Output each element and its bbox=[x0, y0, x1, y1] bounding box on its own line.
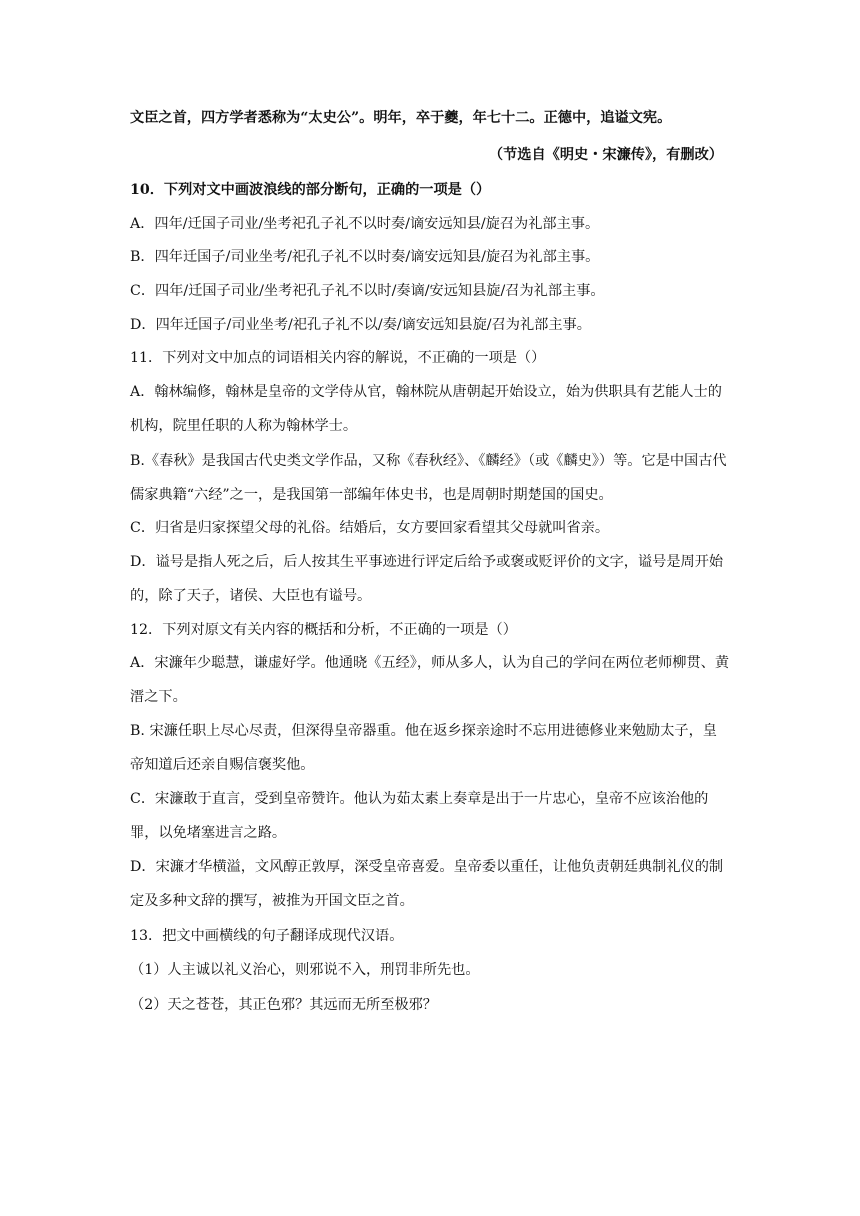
question-11-option-d: D．谥号是指人死之后，后人按其生平事迹进行评定后给予或褒或贬评价的文字，谥号是周开始的，除了天子，诸侯、大臣也有谥号。 bbox=[130, 554, 724, 604]
question-13-stem: 13．把文中画横线的句子翻译成现代汉语。 bbox=[130, 928, 404, 944]
question-10-stem: 10．下列对文中画波浪线的部分断句，正确的一项是（） bbox=[130, 182, 491, 198]
question-10-option-c: C．四年/迁国子司业/坐考祀孔子礼不以时/奏谪/安远知县旋/召为礼部主事。 bbox=[130, 283, 605, 299]
question-10-option-a: A．四年/迁国子司业/坐考祀孔子礼不以时奏/谪安远知县/旋召为礼部主事。 bbox=[130, 216, 600, 232]
passage-source: （节选自《明史・宋濂传》，有删改） bbox=[488, 147, 723, 163]
question-11-option-a: A．翰林编修，翰林是皇帝的文学侍从官，翰林院从唐朝起开始设立，始为供职具有艺能人士的机构，院里任职的人称为翰林学士。 bbox=[130, 384, 722, 434]
question-11-stem: 11．下列对文中加点的词语相关内容的解说，不正确的一项是（） bbox=[130, 350, 546, 366]
passage-last-line: 文臣之首，四方学者悉称为“太史公”。明年，卒于夔，年七十二。正德中，追谥文宪。 bbox=[130, 110, 672, 126]
question-12-option-c: C．宋濂敢于直言，受到皇帝赞许。他认为茹太素上奏章是出于一片忠心，皇帝不应该治他的罪，以免堵塞进言之路。 bbox=[130, 791, 709, 841]
question-13-item-2: （2）天之苍苍，其正色邪？其远而无所至极邪？ bbox=[130, 997, 437, 1013]
question-12-option-d: D．宋濂才华横溢，文风醇正敦厚，深受皇帝喜爱。皇帝委以重任，让他负责朝廷典制礼仪的制定及多种文辞的撰写，被推为开国文臣之首。 bbox=[130, 859, 724, 909]
question-10-option-b: B．四年迁国子/司业坐考/祀孔子礼不以时奏/谪安远知县/旋召为礼部主事。 bbox=[130, 249, 600, 265]
question-10-option-d: D．四年迁国子/司业坐考/祀孔子礼不以/奏/谪安远知县旋/召为礼部主事。 bbox=[130, 317, 591, 333]
question-11-option-c: C．归省是归家探望父母的礼俗。结婚后，女方要回家看望其父母就叫省亲。 bbox=[130, 520, 610, 536]
question-11-option-b: B.《春秋》是我国古代史类文学作品，又称《春秋经》、《麟经》（或《麟史》）等。它是中国古代儒家典籍“六经”之一，是我国第一部编年体史书，也是周朝时期楚国的国史。 bbox=[130, 453, 727, 503]
question-12-stem: 12．下列对原文有关内容的概括和分析，不正确的一项是（） bbox=[130, 622, 517, 638]
question-12-option-b: B. 宋濂任职上尽心尽责，但深得皇帝器重。他在返乡探亲途时不忘用进德修业来勉励太子，皇帝知道后还亲自赐信褒奖他。 bbox=[130, 723, 717, 773]
question-13-item-1: （1）人主诚以礼义治心，则邪说不入，刑罚非所先也。 bbox=[130, 962, 480, 978]
question-12-option-a: A．宋濂年少聪慧，谦虚好学。他通晓《五经》，师从多人，认为自己的学问在两位老师柳贯、黄溍之下。 bbox=[130, 655, 730, 705]
